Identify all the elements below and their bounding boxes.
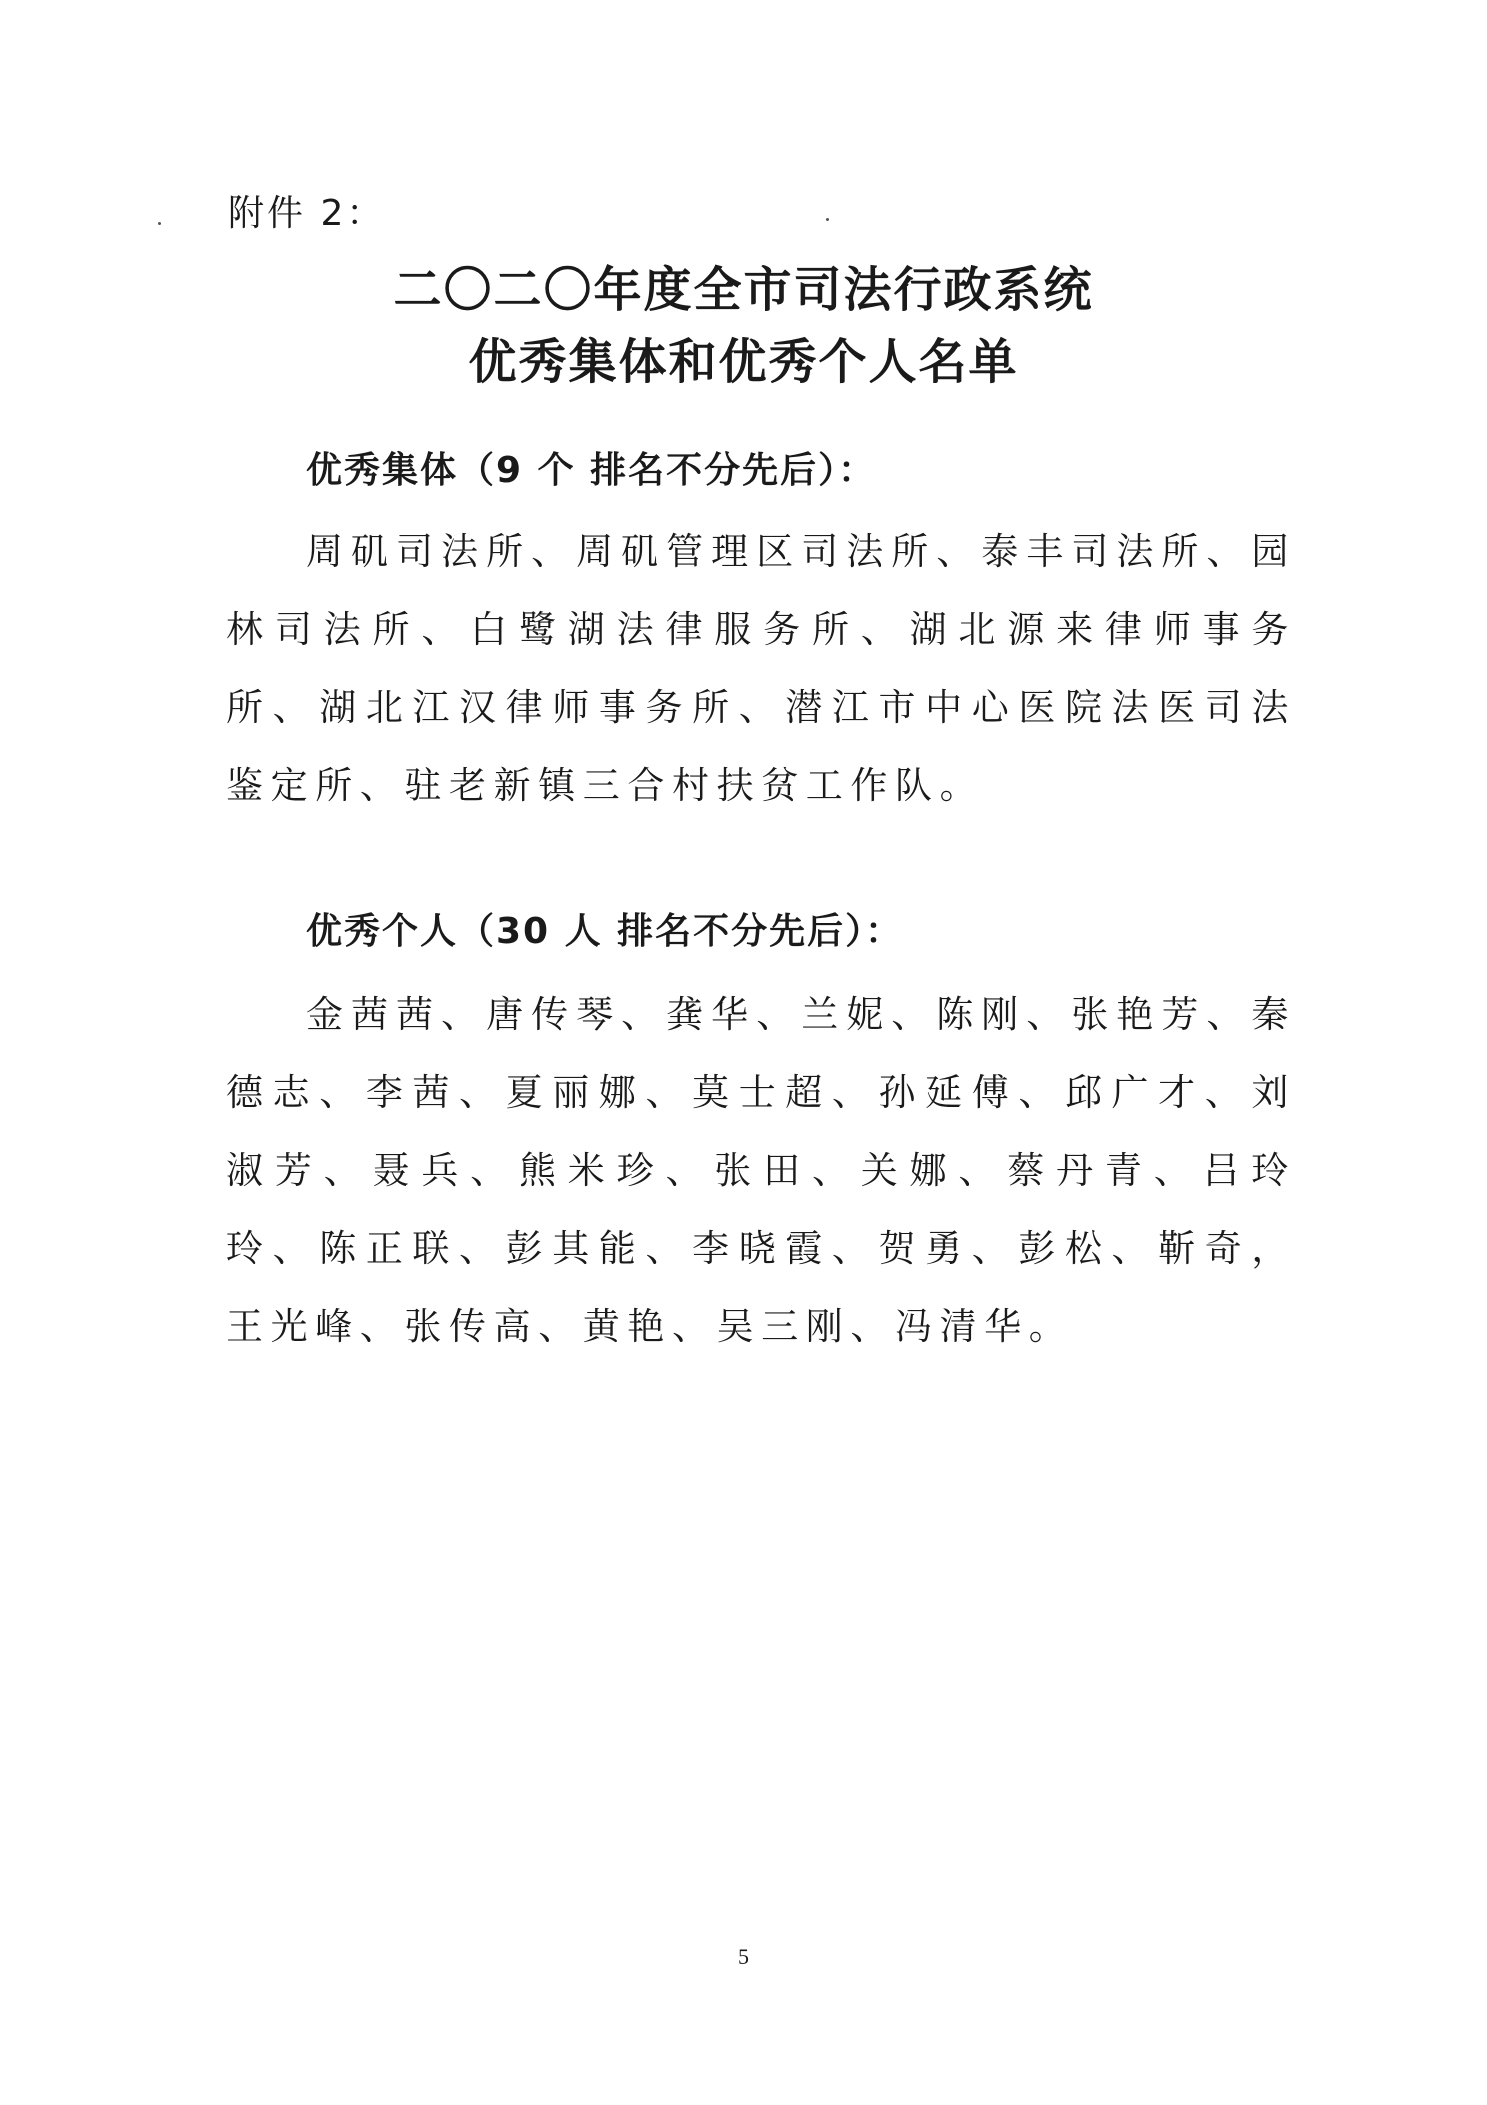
individuals-list: 金茜茜、唐传琴、龚华、兰妮、陈刚、张艳芳、秦德志、李茜、夏丽娜、莫士超、孙延傅、邱广才、刘淑芳、聂兵、熊米珍、张田、关娜、蔡丹青、吕玲玲、陈正联、彭其能、李晓霞、贺勇、彭松、靳奇，王光峰、张传高、黄艳、吴三刚、冯清华。 [226, 993, 1296, 1348]
collectives-list: 周矶司法所、周矶管理区司法所、泰丰司法所、园林司法所、白鹭湖法律服务所、湖北源来律师事务所、湖北江汉律师事务所、潜江市中心医院法医司法鉴定所、驻老新镇三合村扶贫工作队。 [226, 530, 1296, 807]
collectives-heading: 优秀集体（9 个 排名不分先后）： [306, 450, 877, 491]
document-title-line-1: 二〇二〇年度全市司法行政系统 [393, 262, 1094, 318]
attachment-label: 附件 2： [228, 193, 386, 234]
scan-speck [826, 218, 829, 221]
page-number: 5 [738, 1944, 749, 1969]
document-title-line-2: 优秀集体和优秀个人名单 [468, 334, 1019, 390]
scan-speck [158, 222, 161, 225]
individuals-heading: 优秀个人（30 人 排名不分先后）： [306, 911, 904, 952]
